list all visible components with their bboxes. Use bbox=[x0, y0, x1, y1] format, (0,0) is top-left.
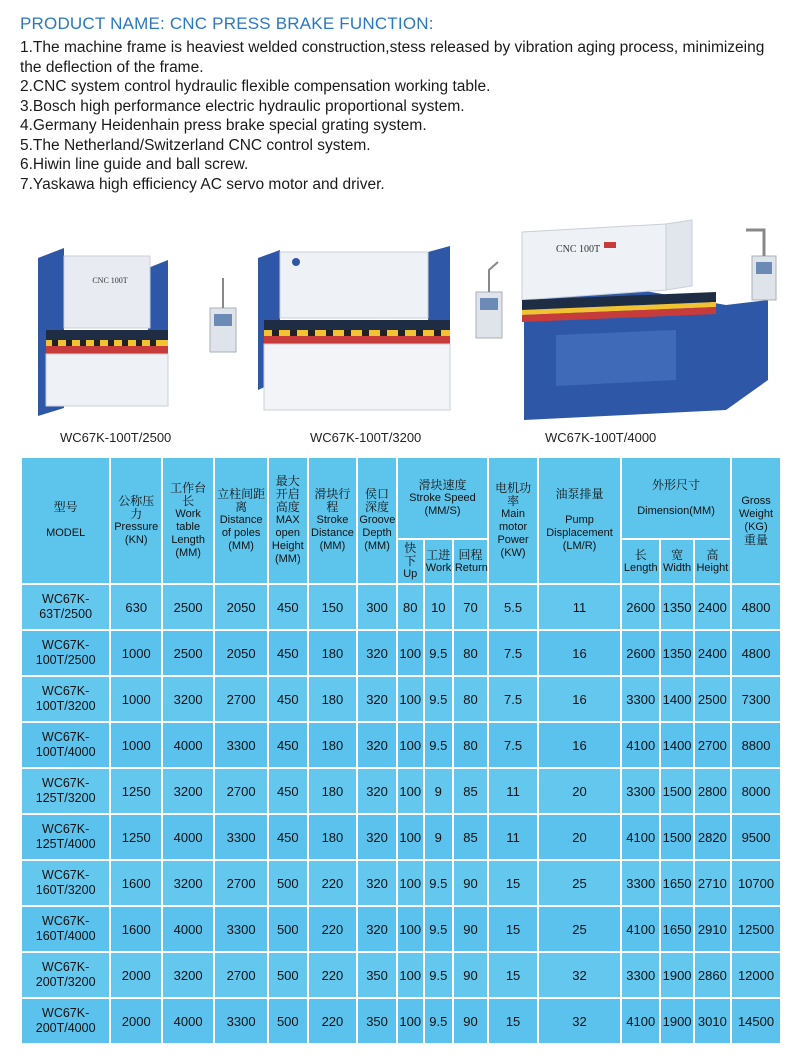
model-cell: WC67K-200T/4000 bbox=[21, 998, 110, 1044]
table-cell: 1250 bbox=[110, 814, 162, 860]
table-cell: 90 bbox=[453, 998, 488, 1044]
header-pump: 油泵排量 Pump Displacement (LM/R) bbox=[538, 457, 621, 584]
table-cell: 16 bbox=[538, 676, 621, 722]
table-cell: 9 bbox=[424, 814, 453, 860]
table-cell: 100 bbox=[397, 998, 424, 1044]
table-cell: 4800 bbox=[731, 630, 781, 676]
spec-table bbox=[20, 456, 782, 1045]
table-cell: 90 bbox=[453, 952, 488, 998]
table-cell: 80 bbox=[453, 630, 488, 676]
header-motor: 电机功率 Main motor Power (KW) bbox=[488, 457, 538, 584]
table-cell: 2860 bbox=[694, 952, 731, 998]
table-row bbox=[21, 768, 781, 814]
table-cell: 450 bbox=[268, 814, 307, 860]
table-cell: 11 bbox=[488, 814, 538, 860]
table-cell: 100 bbox=[397, 722, 424, 768]
table-row bbox=[21, 630, 781, 676]
table-cell: 3010 bbox=[694, 998, 731, 1044]
table-cell: 180 bbox=[308, 630, 358, 676]
table-cell: 2700 bbox=[694, 722, 731, 768]
table-cell: 25 bbox=[538, 906, 621, 952]
table-cell: 3200 bbox=[162, 860, 214, 906]
feature-item: 2.CNC system control hydraulic flexible compensation working table. bbox=[20, 78, 491, 95]
table-cell: 2400 bbox=[694, 630, 731, 676]
table-cell: 100 bbox=[397, 676, 424, 722]
table-cell: 3300 bbox=[621, 676, 660, 722]
table-cell: 4000 bbox=[162, 906, 214, 952]
table-cell: 7.5 bbox=[488, 630, 538, 676]
table-cell: 70 bbox=[453, 584, 488, 630]
table-cell: 9.5 bbox=[424, 676, 453, 722]
table-cell: 11 bbox=[488, 768, 538, 814]
header-max-open: 最大开启高度 MAX open Height (MM) bbox=[268, 457, 307, 584]
table-cell: 14500 bbox=[731, 998, 781, 1044]
table-row bbox=[21, 952, 781, 998]
table-cell: 100 bbox=[397, 630, 424, 676]
machine-gallery bbox=[0, 210, 800, 450]
table-cell: 450 bbox=[268, 630, 307, 676]
table-cell: 220 bbox=[308, 906, 358, 952]
table-cell: 180 bbox=[308, 722, 358, 768]
machine-3-label: CNC 100T bbox=[556, 244, 601, 255]
table-cell: 8000 bbox=[731, 768, 781, 814]
table-cell: 32 bbox=[538, 952, 621, 998]
machine-image-1 bbox=[18, 238, 248, 428]
table-cell: 90 bbox=[453, 906, 488, 952]
header-speed-return: 回程 Return bbox=[453, 539, 488, 584]
table-cell: 4000 bbox=[162, 722, 214, 768]
model-cell: WC67K-200T/3200 bbox=[21, 952, 110, 998]
model-cell: WC67K-100T/2500 bbox=[21, 630, 110, 676]
table-cell: 3300 bbox=[214, 998, 268, 1044]
table-cell: 150 bbox=[308, 584, 358, 630]
table-cell: 16 bbox=[538, 630, 621, 676]
table-cell: 1250 bbox=[110, 768, 162, 814]
header-distance-poles: 立柱间距离 Distance of poles (MM) bbox=[214, 457, 268, 584]
feature-item: 5.The Netherland/Switzerland CNC control system. bbox=[20, 136, 371, 154]
table-cell: 3300 bbox=[621, 952, 660, 998]
table-row bbox=[21, 676, 781, 722]
header-groove: 侯口深度 Groove Depth (MM) bbox=[357, 457, 396, 584]
table-cell: 500 bbox=[268, 952, 307, 998]
table-cell: 9.5 bbox=[424, 722, 453, 768]
table-cell: 2050 bbox=[214, 630, 268, 676]
header-dimension: 外形尺寸 Dimension(MM) bbox=[621, 457, 731, 539]
table-cell: 9.5 bbox=[424, 998, 453, 1044]
table-cell: 1900 bbox=[660, 952, 693, 998]
table-cell: 3300 bbox=[214, 814, 268, 860]
table-cell: 1000 bbox=[110, 676, 162, 722]
table-cell: 450 bbox=[268, 584, 307, 630]
table-cell: 3200 bbox=[162, 676, 214, 722]
table-cell: 3200 bbox=[162, 952, 214, 998]
table-cell: 450 bbox=[268, 768, 307, 814]
table-cell: 1650 bbox=[660, 906, 693, 952]
table-cell: 2820 bbox=[694, 814, 731, 860]
table-cell: 2400 bbox=[694, 584, 731, 630]
table-cell: 3200 bbox=[162, 768, 214, 814]
table-cell: 7300 bbox=[731, 676, 781, 722]
page-title: PRODUCT NAME: CNC PRESS BRAKE FUNCTION: bbox=[20, 14, 434, 33]
header-dim-height: 高 Height bbox=[694, 539, 731, 584]
table-cell: 100 bbox=[397, 860, 424, 906]
table-cell: 180 bbox=[308, 768, 358, 814]
table-cell: 2710 bbox=[694, 860, 731, 906]
table-cell: 80 bbox=[397, 584, 424, 630]
table-cell: 2000 bbox=[110, 998, 162, 1044]
table-cell: 100 bbox=[397, 814, 424, 860]
table-cell: 10700 bbox=[731, 860, 781, 906]
table-cell: 2910 bbox=[694, 906, 731, 952]
table-cell: 1500 bbox=[660, 814, 693, 860]
header-stroke-speed: 滑块速度 Stroke Speed (MM/S) bbox=[397, 457, 488, 539]
model-cell: WC67K-100T/3200 bbox=[21, 676, 110, 722]
feature-item: 7.Yaskawa high efficiency AC servo motor and driver. bbox=[20, 175, 385, 193]
table-cell: 2500 bbox=[694, 676, 731, 722]
table-cell: 2000 bbox=[110, 952, 162, 998]
table-cell: 1500 bbox=[660, 768, 693, 814]
table-cell: 2050 bbox=[214, 584, 268, 630]
table-cell: 85 bbox=[453, 768, 488, 814]
model-cell: WC67K-125T/4000 bbox=[21, 814, 110, 860]
spec-table-body bbox=[21, 584, 781, 1044]
table-cell: 220 bbox=[308, 952, 358, 998]
model-cell: WC67K-63T/2500 bbox=[21, 584, 110, 630]
table-row bbox=[21, 584, 781, 630]
table-cell: 16 bbox=[538, 722, 621, 768]
table-cell: 9.5 bbox=[424, 860, 453, 906]
table-cell: 2800 bbox=[694, 768, 731, 814]
table-cell: 4100 bbox=[621, 722, 660, 768]
table-cell: 100 bbox=[397, 768, 424, 814]
machine-caption-2: WC67K-100T/3200 bbox=[310, 430, 422, 445]
table-cell: 220 bbox=[308, 860, 358, 906]
table-cell: 500 bbox=[268, 906, 307, 952]
table-cell: 450 bbox=[268, 676, 307, 722]
table-cell: 9.5 bbox=[424, 906, 453, 952]
table-row bbox=[21, 998, 781, 1044]
table-cell: 1650 bbox=[660, 860, 693, 906]
table-cell: 7.5 bbox=[488, 676, 538, 722]
table-cell: 320 bbox=[357, 630, 396, 676]
table-cell: 4100 bbox=[621, 814, 660, 860]
table-cell: 320 bbox=[357, 860, 396, 906]
table-cell: 320 bbox=[357, 814, 396, 860]
table-cell: 320 bbox=[357, 722, 396, 768]
machine-image-2 bbox=[258, 240, 508, 420]
table-cell: 15 bbox=[488, 998, 538, 1044]
table-cell: 3300 bbox=[621, 768, 660, 814]
table-cell: 1600 bbox=[110, 906, 162, 952]
table-cell: 2600 bbox=[621, 630, 660, 676]
machine-caption-3: WC67K-100T/4000 bbox=[545, 430, 657, 445]
table-cell: 4800 bbox=[731, 584, 781, 630]
table-cell: 3300 bbox=[214, 722, 268, 768]
table-cell: 100 bbox=[397, 952, 424, 998]
table-cell: 1000 bbox=[110, 630, 162, 676]
table-cell: 2600 bbox=[621, 584, 660, 630]
table-cell: 9 bbox=[424, 768, 453, 814]
table-cell: 4000 bbox=[162, 814, 214, 860]
header-weight: Gross Weight (KG) 重量 bbox=[731, 457, 781, 584]
table-cell: 12000 bbox=[731, 952, 781, 998]
table-cell: 500 bbox=[268, 860, 307, 906]
table-cell: 350 bbox=[357, 952, 396, 998]
table-cell: 1400 bbox=[660, 676, 693, 722]
table-cell: 350 bbox=[357, 998, 396, 1044]
feature-item: 4.Germany Heidenhain press brake special grating system. bbox=[20, 117, 427, 134]
header-stroke: 滑块行程 Stroke Distance (MM) bbox=[308, 457, 358, 584]
table-cell: 320 bbox=[357, 768, 396, 814]
feature-item: 6.Hiwin line guide and ball screw. bbox=[20, 156, 249, 173]
feature-item: 1.The machine frame is heaviest welded construction,stess released by vibration aging process, minimizeing the deflection of the frame. bbox=[20, 39, 765, 76]
machine-1-label: CNC 100T bbox=[92, 276, 128, 285]
table-cell: 25 bbox=[538, 860, 621, 906]
tooling-stripe bbox=[46, 340, 168, 346]
table-cell: 1000 bbox=[110, 722, 162, 768]
header-work-table: 工作台长 Work table Length (MM) bbox=[162, 457, 214, 584]
table-cell: 4000 bbox=[162, 998, 214, 1044]
table-cell: 450 bbox=[268, 722, 307, 768]
table-cell: 2700 bbox=[214, 768, 268, 814]
table-cell: 20 bbox=[538, 768, 621, 814]
header-pressure: 公称压力 Pressure (KN) bbox=[110, 457, 162, 584]
header-model: 型号 MODEL bbox=[21, 457, 110, 584]
table-cell: 15 bbox=[488, 860, 538, 906]
table-cell: 12500 bbox=[731, 906, 781, 952]
table-cell: 9.5 bbox=[424, 952, 453, 998]
table-cell: 9500 bbox=[731, 814, 781, 860]
table-cell: 9.5 bbox=[424, 630, 453, 676]
table-cell: 320 bbox=[357, 676, 396, 722]
table-cell: 85 bbox=[453, 814, 488, 860]
table-row bbox=[21, 814, 781, 860]
table-cell: 3300 bbox=[214, 906, 268, 952]
table-cell: 220 bbox=[308, 998, 358, 1044]
table-cell: 5.5 bbox=[488, 584, 538, 630]
table-cell: 4100 bbox=[621, 998, 660, 1044]
feature-list bbox=[20, 38, 790, 194]
table-cell: 8800 bbox=[731, 722, 781, 768]
machine-image-3 bbox=[516, 210, 786, 430]
table-row bbox=[21, 722, 781, 768]
table-cell: 500 bbox=[268, 998, 307, 1044]
table-cell: 11 bbox=[538, 584, 621, 630]
table-cell: 80 bbox=[453, 676, 488, 722]
table-cell: 1350 bbox=[660, 584, 693, 630]
table-cell: 630 bbox=[110, 584, 162, 630]
table-cell: 300 bbox=[357, 584, 396, 630]
table-cell: 2700 bbox=[214, 676, 268, 722]
model-cell: WC67K-100T/4000 bbox=[21, 722, 110, 768]
table-cell: 7.5 bbox=[488, 722, 538, 768]
machine-caption-1: WC67K-100T/2500 bbox=[60, 430, 172, 445]
header-speed-up: 快下 Up bbox=[397, 539, 424, 584]
table-row bbox=[21, 906, 781, 952]
table-cell: 4100 bbox=[621, 906, 660, 952]
model-cell: WC67K-160T/4000 bbox=[21, 906, 110, 952]
model-cell: WC67K-160T/3200 bbox=[21, 860, 110, 906]
table-cell: 320 bbox=[357, 906, 396, 952]
table-cell: 10 bbox=[424, 584, 453, 630]
header-dim-length: 长 Length bbox=[621, 539, 660, 584]
table-cell: 15 bbox=[488, 906, 538, 952]
table-cell: 32 bbox=[538, 998, 621, 1044]
table-cell: 180 bbox=[308, 676, 358, 722]
table-cell: 100 bbox=[397, 906, 424, 952]
table-cell: 1350 bbox=[660, 630, 693, 676]
table-cell: 1400 bbox=[660, 722, 693, 768]
table-cell: 20 bbox=[538, 814, 621, 860]
table-cell: 2700 bbox=[214, 860, 268, 906]
table-cell: 2500 bbox=[162, 584, 214, 630]
header-dim-width: 宽 Width bbox=[660, 539, 693, 584]
table-cell: 80 bbox=[453, 722, 488, 768]
feature-item: 3.Bosch high performance electric hydraulic proportional system. bbox=[20, 97, 465, 115]
model-cell: WC67K-125T/3200 bbox=[21, 768, 110, 814]
header-speed-work: 工进 Work bbox=[424, 539, 453, 584]
table-cell: 3300 bbox=[621, 860, 660, 906]
table-row bbox=[21, 860, 781, 906]
table-cell: 2700 bbox=[214, 952, 268, 998]
table-cell: 2500 bbox=[162, 630, 214, 676]
table-cell: 180 bbox=[308, 814, 358, 860]
table-cell: 1600 bbox=[110, 860, 162, 906]
table-cell: 15 bbox=[488, 952, 538, 998]
table-cell: 1900 bbox=[660, 998, 693, 1044]
table-cell: 90 bbox=[453, 860, 488, 906]
